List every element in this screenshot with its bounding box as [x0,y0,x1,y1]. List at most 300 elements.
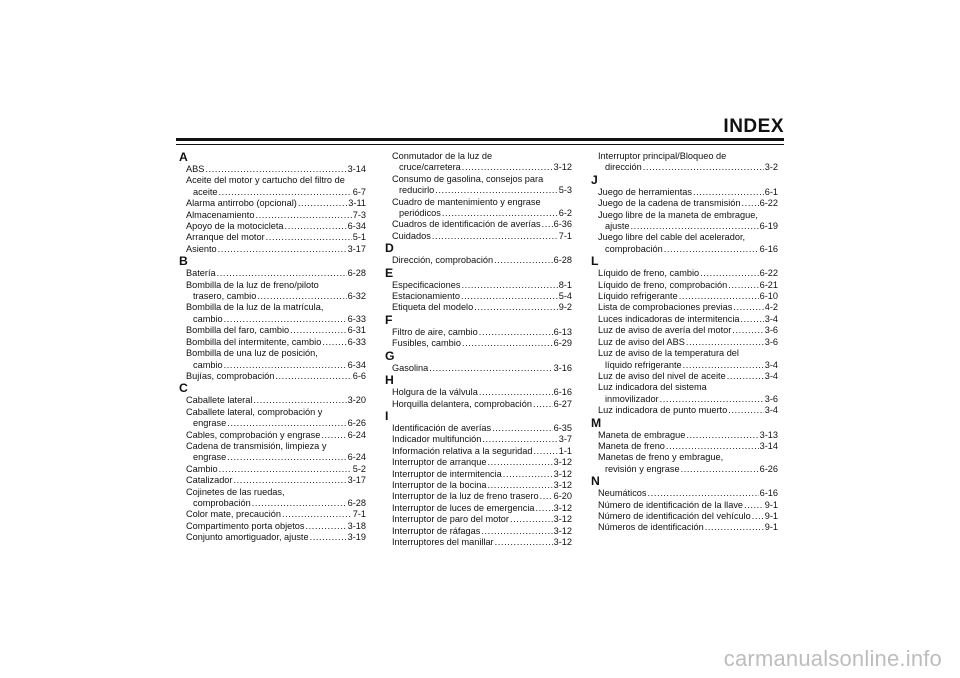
page-number: 5-1 [352,232,366,243]
page-number: 6-7 [352,186,366,197]
index-entry [598,314,778,325]
index-entry [598,382,778,405]
index-entry-line [186,430,366,441]
index-entry [598,522,778,533]
page-number: 6-28 [347,497,366,508]
dot-leader [643,162,764,173]
dot-leader [479,387,553,398]
dot-leader [728,405,763,416]
index-entry-text: Estacionamiento [392,291,460,302]
index-entry-line [186,521,366,532]
index-entry-line [392,174,572,185]
dot-leader [488,480,553,491]
dot-leader [429,363,552,374]
index-entry-text: engrase [193,418,227,429]
index-entry-line [598,291,778,302]
index-entry-text: Color mate, precaución [186,509,281,520]
index-entry-text: Identificación de averías [392,422,492,433]
index-entry-text: Bombilla de una luz de posición, [186,348,318,359]
index-entry-text: Líquido de freno, cambio [598,268,700,279]
index-entry-text: Conmutador de la luz de [392,151,493,161]
index-entry-text: Neumáticos [598,488,647,499]
page-number: 1-1 [558,445,572,456]
index-entry-text: Maneta de freno [598,440,665,451]
page-number: 8-1 [558,279,572,290]
index-entry-line [392,151,572,162]
index-entry [392,280,572,291]
index-entry-text: Luz de aviso del ABS [598,336,685,347]
dot-leader [461,280,557,291]
index-entry-text: Número de identificación del vehículo [598,510,751,521]
index-entry [186,198,366,209]
section-letter: A [179,150,188,164]
index-entry [392,363,572,374]
index-entry-text: Interruptores del manillar [392,536,494,547]
page-number: 6-28 [553,255,572,266]
index-entry [392,302,572,313]
page-number: 3-6 [764,393,778,404]
index-entry [186,464,366,475]
page-number: 3-17 [347,243,366,254]
section-letter: J [591,172,598,187]
page-number: 6-24 [347,452,366,463]
page-number: 6-13 [553,326,572,337]
section-letter: D [385,241,394,256]
index-entry-text: revisión y engrase [605,463,680,474]
index-entry-line [186,232,366,243]
index-entry-line [598,500,778,511]
index-entry [598,280,778,291]
dot-leader [686,337,764,348]
index-entry [598,488,778,499]
index-entry-line [598,198,778,209]
index-entry-text: Maneta de embrague [598,429,686,440]
index-entry-text: Juego de herramientas [598,186,692,197]
dot-leader [631,221,759,232]
page-number: 3-12 [553,502,572,513]
index-entry-text: Cables, comprobación y engrase [186,429,321,440]
dot-leader [681,464,759,475]
index-entry-line [186,464,366,475]
index-entry-line [186,487,366,498]
page-number: 6-2 [558,208,572,219]
page-number: 3-4 [764,359,778,370]
index-entry [392,327,572,338]
dot-leader [494,255,553,266]
page-number: 6-16 [759,488,778,499]
page-number: 9-1 [764,522,778,533]
index-entry [392,219,572,230]
index-entry-line [186,314,366,325]
page-number: 3-4 [764,313,778,324]
index-entry [598,500,778,511]
page-number: 9-1 [764,510,778,521]
page-number: 6-6 [352,370,366,381]
page-number: 5-2 [352,463,366,474]
section-letter: F [385,312,393,327]
index-entry-line [392,514,572,525]
index-entry [186,232,366,243]
index-entry [186,532,366,543]
index-entry-line [392,491,572,502]
index-entry-line [186,291,366,302]
page-number: 6-27 [553,398,572,409]
index-entry [186,164,366,175]
index-entry-text: Interruptor de arranque [392,457,487,468]
index-entry-line [186,418,366,429]
section-letter: L [591,254,599,269]
page-number: 3-7 [558,434,572,445]
index-entry-line [598,337,778,348]
index-entry-line [392,291,572,302]
index-entry-line [392,399,572,410]
index-entry-line [186,325,366,336]
page-number: 3-6 [764,336,778,347]
dot-leader [481,526,552,537]
index-entry [392,491,572,502]
index-entry-text: Interruptor de paro del motor [392,514,509,525]
section-letter: C [179,381,188,396]
index-entry-text: Cuadro de mantenimiento y engrase [392,196,541,207]
index-entry-text: aceite [193,186,218,197]
index-entry-line [186,164,366,175]
index-entry-text: periódicos [399,208,441,219]
page-number: 6-22 [759,198,778,209]
index-entry [598,348,778,371]
index-entry-text: comprobación [605,243,663,254]
index-entry-line [186,407,366,418]
page-title: INDEX [723,116,784,137]
index-entry [598,325,778,336]
page-number: 6-33 [347,313,366,324]
index-entry [186,244,366,255]
index-entry-line [186,509,366,520]
dot-leader [536,503,553,514]
index-entry-text: cambio [193,359,223,370]
index-entry-line [598,268,778,279]
index-entry-text: Consumo de gasolina, consejos para [392,173,544,184]
dot-leader [533,399,553,410]
index-entry-line [392,469,572,480]
section-letter: G [385,348,395,363]
section-letter: E [385,265,394,280]
index-entry-line [598,302,778,313]
index-entry-line [598,405,778,416]
dot-leader [217,268,347,279]
index-entry [598,268,778,279]
index-entry-line [392,503,572,514]
dot-leader [462,338,553,349]
index-entry-line [186,302,366,313]
dot-leader [219,187,352,198]
page-number: 3-14 [347,164,366,174]
index-entry [186,302,366,325]
dot-leader [257,291,346,302]
index-entry-line [392,446,572,457]
page-number: 6-20 [553,491,572,502]
index-entry-line [392,327,572,338]
page-number: 3-13 [759,429,778,440]
index-entry-text: Lista de comprobaciones previas [598,302,733,313]
dot-leader [219,464,352,475]
index-entry-line [186,175,366,186]
index-entry-text: Batería [186,268,216,279]
index-entry-line [186,210,366,221]
page-number: 6-19 [759,221,778,232]
index-entry-text: Interruptor principal/Bloqueo de [598,151,727,161]
dot-leader [253,395,346,406]
index-entry-text: Caballete lateral [186,395,253,406]
index-entry-line [186,498,366,509]
index-entry-line [598,464,778,475]
index-entry-text: Horquilla delantera, comprobación [392,398,532,409]
index-entry [392,434,572,445]
page-number: 6-24 [347,429,366,440]
dot-leader [482,434,557,445]
index-entry [186,325,366,336]
index-entry-line [598,314,778,325]
index-entry-text: Holgura de la válvula [392,387,478,398]
page-number: 6-34 [347,221,366,232]
dot-leader [432,231,558,242]
index-entry-line [186,441,366,452]
index-entry-line [598,430,778,441]
index-entry-line [392,208,572,219]
index-entry [392,197,572,220]
index-entry-text: engrase [193,452,227,463]
index-entry-line [392,363,572,374]
index-column-2 [382,151,572,548]
page-number: 3-20 [347,395,366,406]
page-number: 6-33 [347,336,366,347]
index-entry-line [392,537,572,548]
index-entry [598,337,778,348]
index-entry-text: cambio [193,313,223,324]
index-entry-text: Interruptor de ráfagas [392,525,481,536]
section-letter: B [179,254,188,269]
index-entry-line [392,480,572,491]
index-column-3 [588,151,778,534]
dot-leader [479,327,553,338]
index-entry [186,280,366,303]
dot-leader [255,210,351,221]
index-entry [598,441,778,452]
page-number: 3-11 [348,198,366,209]
index-entry [186,371,366,382]
dot-leader [310,532,347,543]
index-entry [392,174,572,197]
index-entry-text: Gasolina [392,362,429,373]
index-entry [392,514,572,525]
index-entry-line [186,244,366,255]
dot-leader [224,360,347,371]
page-number: 3-18 [347,520,366,531]
index-entry-line [392,338,572,349]
page-number: 6-28 [347,268,366,279]
dot-leader [227,418,346,429]
index-entry-text: cruce/carretera [399,162,461,173]
dot-leader [285,221,347,232]
watermark-text[interactable]: carmanualsonline.info [723,646,942,671]
index-entry-text: Juego libre del cable del acelerador, [598,232,746,243]
dot-leader [744,500,764,511]
index-entry-line [186,532,366,543]
dot-leader [542,219,553,230]
page-number: 3-16 [553,362,572,373]
dot-leader [488,457,553,468]
dot-leader [648,488,759,499]
dot-leader [321,430,346,441]
index-entry [598,210,778,233]
index-entry-line [186,337,366,348]
index-entry-text: Bombilla de la luz de la matrícula, [186,302,324,313]
index-entry-text: Juego de la cadena de transmisión [598,198,741,209]
dot-leader [728,280,758,291]
dot-leader [727,371,764,382]
index-entry [392,151,572,174]
dot-leader [686,430,758,441]
index-entry-text: Filtro de aire, cambio [392,326,478,337]
index-entry [186,441,366,464]
index-entry-text: Arranque del motor [186,232,265,243]
index-entry-text: Etiqueta del modelo [392,302,474,313]
index-entry-text: Luz indicadora del sistema [598,382,707,393]
index-entry [186,337,366,348]
index-entry [392,231,572,242]
index-entry-line [598,348,778,359]
dot-leader [503,469,553,480]
index-entry [598,452,778,475]
page-number: 6-21 [759,279,778,290]
index-entry-line [186,395,366,406]
page-number: 3-19 [347,532,366,543]
index-entry-line [186,475,366,486]
index-entry-line [186,360,366,371]
dot-leader [752,511,764,522]
dot-leader [435,185,557,196]
dot-leader [540,491,553,502]
index-entry-line [392,185,572,196]
page-number: 6-34 [347,359,366,370]
index-entry-text: Líquido refrigerante [598,291,678,302]
dot-leader [298,198,347,209]
index-entry-text: líquido refrigerante [605,359,682,370]
index-entry-text: Bujías, comprobación [186,370,275,381]
dot-leader [233,475,346,486]
dot-leader [474,302,558,313]
index-entry-line [598,280,778,291]
index-entry [186,430,366,441]
dot-leader [679,291,759,302]
page-number: 3-2 [764,162,778,173]
index-entry [186,348,366,371]
index-entry-line [186,280,366,291]
page-number: 7-3 [352,209,366,220]
index-entry [392,480,572,491]
index-entry-text: Cambio [186,463,218,474]
index-entry-text: Especificaciones [392,279,461,290]
index-entry-line [598,187,778,198]
index-entry-text: Luz de aviso de la temperatura del [598,348,739,359]
index-entry [392,291,572,302]
index-entry [392,387,572,398]
index-entry-line [392,231,572,242]
index-entry-text: Catalizador [186,475,233,486]
index-entry-line [598,522,778,533]
index-entry-line [598,360,778,371]
index-entry-text: inmovilizador [605,393,659,404]
index-entry-line [392,280,572,291]
index-entry-text: Juego libre de la maneta de embrague, [598,209,758,220]
index-entry [186,210,366,221]
index-entry-text: dirección [605,162,642,173]
index-entry [598,511,778,522]
page-number: 6-26 [347,418,366,429]
index-entry-text: Caballete lateral, comprobación y [186,406,323,417]
index-entry-text: Líquido de freno, comprobación [598,279,728,290]
index-entry-line [598,511,778,522]
page-number: 4-2 [764,302,778,313]
dot-leader [533,446,557,457]
index-entry [392,469,572,480]
index-entry-text: trasero, cambio [193,291,257,302]
section-letter: M [591,415,602,430]
index-entry-text: Fusibles, cambio [392,338,461,349]
page-number: 3-12 [553,468,572,479]
index-entry-line [392,255,572,266]
page-number: 6-35 [553,422,572,433]
index-entry-text: Indicador multifunción [392,434,482,445]
index-entry-text: ABS [186,164,205,174]
page-number: 3-4 [764,405,778,416]
page-number: 3-6 [764,325,778,336]
index-entry-line [392,457,572,468]
page-number: 6-22 [759,268,778,279]
dot-leader [282,509,352,520]
index-entry-text: Luz de aviso de avería del motor [598,325,732,336]
index-entry [598,302,778,313]
dot-leader [442,208,558,219]
index-entry-text: Bombilla del intermitente, cambio [186,336,322,347]
page-number: 9-1 [764,499,778,510]
index-entry [392,457,572,468]
page-number: 5-3 [558,185,572,196]
section-letter: N [591,474,600,489]
dot-leader [733,302,763,313]
index-entry-text: Cadena de transmisión, limpieza y [186,440,327,451]
index-entry-line [392,219,572,230]
page-number: 5-4 [558,291,572,302]
index-entry [392,423,572,434]
index-entry-text: Interruptor de intermitencia [392,468,502,479]
header-rule-thin [176,144,784,145]
index-entry [598,291,778,302]
index-entry-text: Luz indicadora de punto muerto [598,405,728,416]
index-entry-text: Bombilla del faro, cambio [186,325,290,336]
page-number: 6-10 [759,291,778,302]
index-entry-text: Apoyo de la motocicleta [186,221,284,232]
index-entry [598,187,778,198]
page-number: 6-16 [553,387,572,398]
page-number: 3-17 [347,475,366,486]
section-letter: H [385,373,394,388]
index-entry [598,151,778,174]
index-entry-line [598,244,778,255]
index-entry [598,405,778,416]
index-entry [598,430,778,441]
index-entry [598,198,778,209]
index-entry-line [392,162,572,173]
